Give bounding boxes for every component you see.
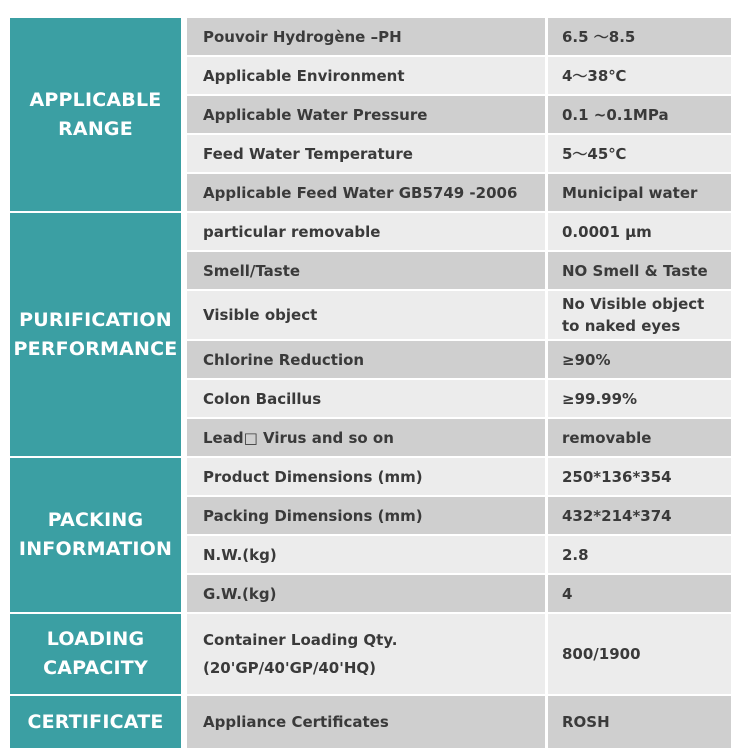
row-value: ROSH	[548, 696, 731, 748]
category-loading-capacity	[10, 614, 187, 696]
row-label: Applicable Environment	[187, 57, 548, 96]
row-value: 2.8	[548, 536, 731, 575]
row-value-line: to naked eyes	[562, 317, 681, 335]
category-title-line: APPLICABLE	[29, 88, 162, 111]
category-certificate	[10, 696, 187, 748]
category-title-line: CAPACITY	[43, 657, 148, 679]
row-label: Smell/Taste	[187, 252, 548, 291]
row-value-line: No Visible object	[562, 295, 705, 313]
row-label: Packing Dimensions (mm)	[187, 497, 548, 536]
spec-table-container	[10, 18, 731, 748]
row-value: 4～38℃	[548, 57, 731, 96]
row-value: 0.1 ~0.1MPa	[548, 96, 731, 135]
category-title-line: LOADING	[46, 628, 145, 650]
row-label-line: (20'GP/40'GP/40'HQ)	[203, 659, 376, 677]
table-row	[10, 458, 731, 497]
row-label: Feed Water Temperature	[187, 135, 548, 174]
row-label: Chlorine Reduction	[187, 341, 548, 380]
category-title-line: CERTIFICATE	[27, 710, 164, 733]
row-label: Product Dimensions (mm)	[187, 458, 548, 497]
row-label: particular removable	[187, 213, 548, 252]
row-value: 432*214*374	[548, 497, 731, 536]
table-row	[10, 18, 731, 57]
row-label: Pouvoir Hydrogène –PH	[187, 18, 548, 57]
table-row	[10, 614, 731, 696]
row-label-line: Container Loading Qty.	[203, 631, 398, 649]
row-value: 250*136*354	[548, 458, 731, 497]
row-value: 6.5 ～8.5	[548, 18, 731, 57]
row-value: ≥90%	[548, 341, 731, 380]
table-row	[10, 213, 731, 252]
category-packing-information	[10, 458, 187, 614]
row-label: Appliance Certificates	[187, 696, 548, 748]
category-purification-performance	[10, 213, 187, 458]
row-label: Lead□ Virus and so on	[187, 419, 548, 458]
category-title-line: INFORMATION	[18, 538, 173, 560]
row-value: 800/1900	[548, 614, 731, 696]
row-value: Municipal water	[548, 174, 731, 213]
row-label: N.W.(kg)	[187, 536, 548, 575]
row-label: G.W.(kg)	[187, 575, 548, 614]
category-applicable-range	[10, 18, 187, 213]
category-title-line: PERFORMANCE	[13, 337, 178, 360]
row-value	[548, 291, 731, 341]
row-value: 5～45℃	[548, 135, 731, 174]
row-label	[187, 614, 548, 696]
row-label: Applicable Feed Water GB5749 -2006	[187, 174, 548, 213]
row-label: Colon Bacillus	[187, 380, 548, 419]
row-label: Applicable Water Pressure	[187, 96, 548, 135]
row-value: ≥99.99%	[548, 380, 731, 419]
row-value: removable	[548, 419, 731, 458]
table-row	[10, 696, 731, 748]
row-value: 0.0001 μm	[548, 213, 731, 252]
row-value: NO Smell & Taste	[548, 252, 731, 291]
row-value: 4	[548, 575, 731, 614]
row-label: Visible object	[187, 291, 548, 341]
spec-table	[10, 18, 731, 748]
category-title-line: PACKING	[47, 509, 144, 531]
category-title-line: PURIFICATION	[19, 308, 172, 331]
category-title-line: RANGE	[58, 117, 133, 140]
